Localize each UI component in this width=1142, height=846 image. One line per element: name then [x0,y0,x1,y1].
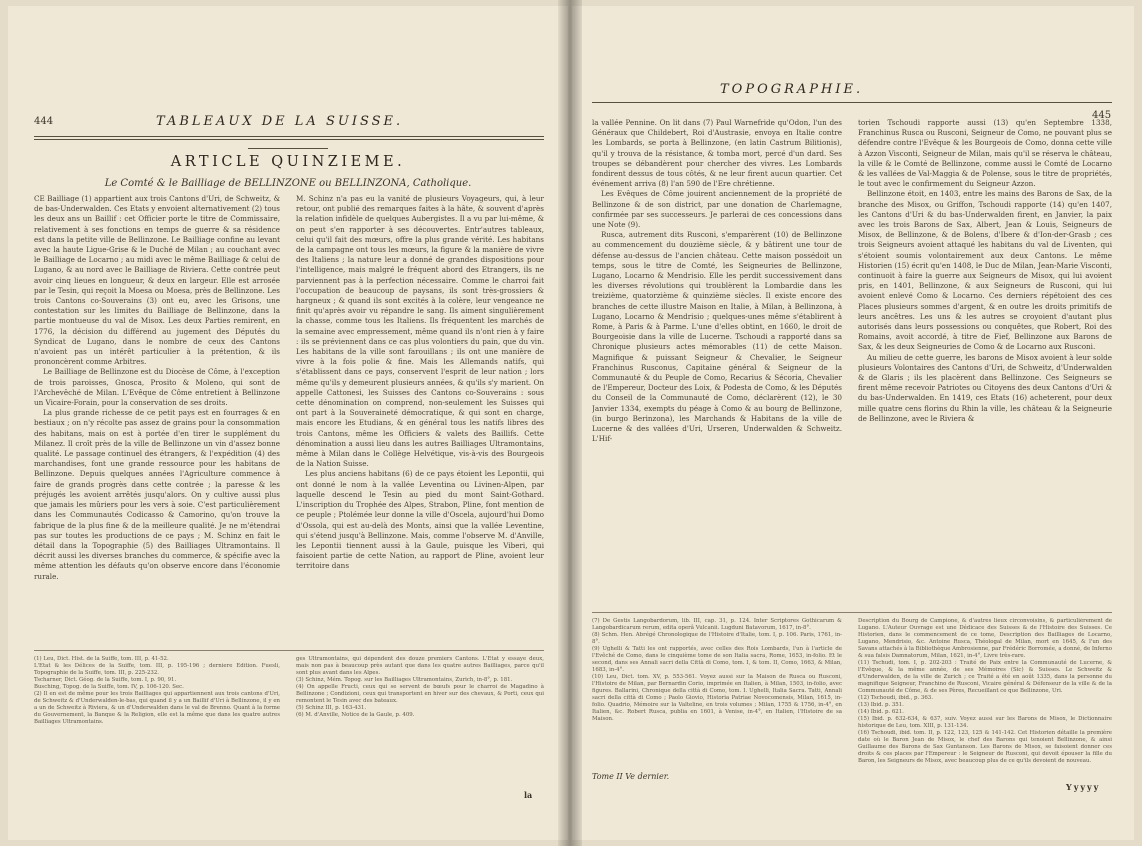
paragraph: M. Schinz n'a pas eu la vanité de plusieurs Voyageurs, qui, à leur retour, ont publié des remarques faites à la hâte, & souvent d'après la relation infidèle de quelques Aubergistes. Il a vu par lui-même, & on peut s'en rapporter à ses découvertes. Entr'autres tableaux, celui qu'il fait des mœurs, offre la plus grande vérité. Les habitans de la campagne ont tous les mœurs, la figure & la manière de vivre des Italiens ; la nature leur a donné de grandes dispositions pour l'intelligence, mais malgré le fréquent abord des Etrangers, ils ne parviennent pas à la perfection nécessaire. Comme le charroi fait l'occupation de beaucoup de paysans, ils sont très-grossiers & hargneux ; & quand ils sont excités à la colère, leur vengeance ne finit qu'après avoir vu répandre le sang. Ils aiment singulièrement la chasse, comme tous les Italiens. Ils fréquentent les marchés de la semaine avec empressement, même quand ils n'ont rien à y faire : ils se préviennent dans ce cas plus volontiers du pain, que du vin. Les habitans de la ville sont farouillans ; ils ont une manière de vivre à la fois polie & fine. Mais les Allemands natifs, qui s'établissent dans ce pays, conservent l'esprit de leur nation ; lors même qu'ils y demeurent plusieurs années, & qu'ils s'y marient. On appelle Cattonesi, les Suisses des Cantons co-Souverains : sous cette dénomination on comprend, non-seulement les Suisses qui ont part à la Souveraineté démocratique, & qui sont en charge, mais encore les Etudians, & en général tous les natifs libres des trois Cantons, même les Officiers & valets des Baillifs. Cette dénomination a aussi lieu dans les autres Bailliages Ultramontains, même à Milan dans le Collège Helvétique, vis-à-vis des Bourgeois de la Nation Suisse. [296,194,544,469]
paragraph: La plus grande richesse de ce petit pays est en fourrages & en bestiaux ; on n'y récolte pas assez de grains pour la consommation des habitans, mais on est à portée d'en tirer le supplément du Milanez. Il croît près de la ville de Bellinzone un vin d'assez bonne qualité. Le passage continuel des étrangers, & l'expédition (4) des marchandises, font une grande ressource pour les habitans de Bellinzone. Depuis quelques années l'Agriculture commence à faire de grands progrès dans cette contrée ; la paresse & les préjugés les avoient arrêtés jusqu'alors. On y cultive aussi plus que jamais les mûriers pour les vers à soie. C'est particulièrement dans les Communautés Codicasso & Camorino, qu'on trouve la fabrique de la plus fine & de la meilleure qualité. Je ne m'étendrai pas sur toutes les productions de ce pays ; M. Schinz en fait le détail dans la Topographie (5) des Bailliages Ultramontains. Il décrit aussi les diverses branches du commerce, & spécifie avec la même attention les défauts qu'on observe encore dans l'économie rurale. [34,408,280,581]
paragraph: Rusca, autrement dits Rusconi, s'emparèrent (10) de Bellinzone au commencement du douzième siècle, & y bâtirent une tour de défense au-dessus de l'ancien château. Cette maison possédoit un temps, sous le titre de Comté, les Seigneuries de Bellinzone, Lugano, Locarno & Mendrisio. Elle les perdit successivement dans les diverses révolutions qui troublèrent la Lombardie dans les treizième, quatorzième & quinzième siècles. Il existe encore des branches de cette illustre Maison en Italie, à Milan, à Bellinzona, à Lugano, Locarno & Mendrisio ; quelques-unes même s'établirent à Rome, à Paris & à Parme. L'une d'elles obtint, en 1660, le droit de Bourgeoisie dans la ville de Lucerne. Tschoudi a rapporté dans sa Chronique plusieurs actes mémorables (11) de cette Maison. Magnifique & puissant Seigneur & Chevalier, le Seigneur Franchinus Rusconus, Capitaine général & Seigneur de la Communauté & du Peuple de Como, Recarius & Sécoria, Chevalier de l'Empereur, Docteur des Loix, & Podesta de Como, & les Députés du Conseil de la Communauté de Como, déclarèrent (12), le 30 Janvier 1334, exempts du péage à Como & au bourg de Bellinzone, (in burgo Berinzona), les Marchands & Habitans de la ville de Lucerne & des vallées d'Uri, Urseren, Underwalden & Schweitz. L'Hif- [592,230,842,444]
footnote: (15) Ibid. p. 632-634, & 637, suiv. Voyez aussi sur les Barons de Misox, le Dictionnaire historique de Leu, tom. XIII, p. 131-134. [858,716,1112,729]
footnote: (1) Leu, Dict. Hist. de la Suiffe, tom. III, p. 41-52. [34,656,169,662]
catchword-right: Yyyyy [1066,782,1101,792]
footnote: (5) Schinz III, p. 163-431. [296,705,367,711]
footnote: Busching, Topog. de la Suiffe, tom. IV, p. 106-120. Sec. [34,684,184,690]
footnote: (8) Schm. Hen. Abrégé Chronologique de l'Histoire d'Italie, tom. I, p. 106. Paris, 1761, in-8°. [592,632,842,645]
page-number-left: 444 [34,116,54,127]
footnotes-left-col [592,618,842,766]
footnotes-right-col [296,656,544,784]
footnote: (6) M. d'Anville, Notice de la Gaule, p. 409. [296,712,415,718]
footnote: (3) Schinz, Mém. Topog. sur les Bailliages Ultramontains, Zurich, in-8°, p. 181. [296,677,513,683]
right-page [572,6,1134,840]
footnotes-left-col [34,656,280,784]
article-subtitle: Le Comté & le Bailliage de BELLINZONE ou BELLINZONA, Catholique. [104,178,472,189]
ornament-rule [248,148,328,149]
article-title: ARTICLE QUINZIEME. [170,154,406,170]
footnote: (13) Ibid. p. 351. [858,702,904,708]
paragraph: la vallée Pennine. On lit dans (7) Paul Warnefride qu'Odon, l'un des Généraux que Childebert, Roi d'Austrasie, envoya en Italie contre les Lombards, se porta à Bellinzone, (en latin Castrum Bilitionis), qu'il y trouva de la résistance, & tomba mort, percé d'un dard. Ses troupes se débandèrent pour chercher des vivres. Les Lombards fondirent dessus de tous côtés, & ne leur firent aucun quartier. Cet événement arriva (8) l'an 590 de l'Ere chrétienne. [592,118,842,189]
paragraph: Bellinzone étoit, en 1403, entre les mains des Barons de Sax, de la branche des Misox, ou Griffon, Tschoudi rapporte (14) qu'en 1407, les Cantons d'Uri & du bas-Underwalden firent, en Janvier, la paix avec les trois Barons de Sax, Albert, Jean & Louis, Seigneurs de Misox, de Bellinzone, & de Bolens, d'Ibere & d'Ion-der-Grasb ; ces trois Seigneurs avoient attaqué les habitans du val de Liventen, qui s'étoient soumis volontairement aux deux Cantons. Le même Historien (15) écrit qu'en 1408, le Duc de Milan, Jean-Marie Visconti, continuoit à faire la guerre aux Seigneurs de Misox, qui lui avoient pris, en 1401, Bellinzone, & aux Seigneurs de Rusconi, qui lui avoient enlevé Como & Locarno. Ces derniers répétoient des ces Places plusieurs sommes d'argent, & en outre les droits primitifs de leurs ancêtres. Les uns & les autres se croyoient d'autant plus autorisés dans leurs possessions ou conquêtes, que Robert, Roi des Romains, avoit accordé, à titre de Fief, Bellinzone aux Barons de Sax, & les deux Seigneuries de Como & de Locarno aux Rusconi. [858,189,1112,352]
footnote: Tscharner, Dict. Géog. de la Suiffe, tom. I, p. 90, 91. [34,677,177,683]
paragraph: Les plus anciens habitans (6) de ce pays étoient les Lepontii, qui ont donné le nom à la vallée Leventina ou Livinen-Alpen, par laquelle descend le Tesin au pied du mont Saint-Gothard. L'inscription du Trophée des Alpes, Strabon, Pline, font mention de ce peuple ; Ptolémée leur donne la ville d'Oscela, aujourd'hui Domo d'Ossola, qui est au-delà des Monts, ainsi que la vallée Leventine, qui s'étend jusqu'à Bellinzone. Mais, comme l'observe M. d'Anville, les Lepontii tiennent aussi à la Gaule, puisque les Viberi, qui faisoient partie de cette Nation, au rapport de Pline, avoient leur territoire dans [296,469,544,571]
catchword-left: la [524,790,533,800]
left-page-column-1 [34,194,280,644]
footnote: (9) Ughelli & Tatti les ont rapportés, avec celles des Rois Lombards, l'un à l'article de l'Evêché de Como, dans le cinquième tome de son Italia sacra, Rome, 1653, in-folio. Et le second, dans ses Annali sacri della Città di Como, tom. I, & tom. II, Como, 1663, & Milan, 1683, in-4°. [592,646,842,673]
footnote-rule [592,612,1112,613]
right-page-column-2 [858,118,1112,606]
footnote: ges Ultramontains, qui dépendent des douze premiers Cantons. L'Etat y essaye deux, mais non pas à beaucoup près autant que dans les quatre autres Bailliages, parce qu'il sont plus avant dans les Alpes. [296,656,544,676]
header-rule [592,102,1112,103]
header-rule-double [34,139,544,140]
footnote: (12) Tschoudi, ibid., p. 363. [858,695,933,701]
page-number-right: 445 [1092,110,1112,121]
header-rule [34,136,544,137]
left-page-column-2 [296,194,544,644]
book-gutter [558,0,582,846]
footnote-rule [34,650,544,651]
footnote: Description du Bourg de Campione, & d'autres lieux circonvoisins, & particulièrement de Lugano. L'Auteur Ouvrage est une Dédicace des Suisses & de l'Histoire des Suisses. Ce Historien, dans le commencement de ce tome, Description des Bailliages de Locarno, Lugano, Mendrisio, &c. Antoine Rusca, Théologal de Milan, mort en 1645, & l'un des Savans attachés à la Bibliothèque Ambrosienne, par Frédéric Borromée, a donné, de Inferno & sua falsis Damnatorum, Milan, 1621, in-4°, Livre très-rare. [858,618,1112,659]
footnote: (16) Tschoudi, ibid. tom. II, p. 122, 123, 125 & 141-142. Cet Historien détaille la première date où le Baron Jean de Misox, le chef des Barons qui tenoient Bellinzone, & ainsi Guillaume des Barons de Sax Guntanson. Les Barons de Misox, se faisoient donner ces droits & ces places par l'Empereur : le Seigneur de Rusconi, qui devoit épouser la fille du Baron, les Seigneurs de Misox, avec beaucoup plus de ce qu'ils devoient de nouveau. [858,730,1112,764]
footnote: (11) Tschudi, tom. I, p. 202-203 : Traité de Paix entre la Communauté de Lucerne, & l'Evêque, & la même année, de ses Mémoires (Sic) & Suisses. Le Schweitz & d'Underwalden, de la ville de Zurich ; ce Traité a été en août 1335, dans la personne du magnifique Seigneur, Franchino de Rusconi, Vicaire général & Défenseur de la ville & de la Communauté de Côme, & de ses Pères, Recueillant ce que Bellinzone, Uri. [858,660,1112,694]
footnote: (7) De Gestis Langobardorum, lib. III, cap. 31, p. 124. Inter Scriptores Gothicarum & Langobardicarum rerum, edita operâ Vulcanii. Lugduni Batavorum, 1617, in-8°. [592,618,842,631]
footnote: (10) Leu, Dict. tom. XV, p. 553-561. Voyez aussi sur la Maison de Rusca ou Rusconi, l'Histoire de Milan, par Bernardin Corio, imprimée en Italien, à Milan, 1503, in-folio, avec figures. Ballarini, Chronique della città di Como, tom. I. Ughelli, Italia Sacra. Tatti, Annali sacri della città di Como ; Paolo Giovio, Historia Patriae Novocomensis, Milan, 1615, in-folio. Quadrio, Mémoire sur la Valteline, en trois volumes ; Milan, 1755 & 1756, in-4°, en Italien, &c. Robert Rusca, publia en 1601, à Venise, in-4°, en Italien, l'Histoire de sa Maison. [592,674,842,722]
running-head-right: TOPOGRAPHIE. [720,82,864,97]
paragraph: CE Bailliage (1) appartient aux trois Cantons d'Uri, de Schweitz, & de bas-Underwalden. Ces Etats y envoient alternativement (2) tous les deux ans un Baillif : cet Officier porte le titre de Commissaire, relativement à ses fonctions en temps de guerre & sa résidence est dans la petite ville de Bellinzone. Le Bailliage confine au levant avec la haute Ligue-Grise & le Duché de Milan ; au couchant avec le Bailliage de Locarno ; au midi avec le même Bailliage & celui de Lugano, & au nord avec le Bailliage de Riviera. Cette contrée peut avoir cinq lieues en longueur, & deux en largeur. Elle est arrosée par le Tesin, qui reçoit la Moesa ou Moesa, près de Bellinzone. Les trois Cantons co-Souverains (3) ont eu, avec les Grisons, une contestation sur les limites du Bailliage de Bellinzone, dans la partie montueuse du val de Misox. Les deux Parties remirent, en 1776, la décision du différend au jugement des Députés du Syndicat de Lugano, dans le nombre de ceux des Cantons n'avoient pas un intérêt particulier à la prétention, & ils prononcèrent comme Arbitres. [34,194,280,367]
right-page-column-1 [592,118,842,606]
running-head-left: TABLEAUX DE LA SUISSE. [156,114,404,129]
footnote: (4) On appelle Fructi, ceux qui se servent de bœufs pour le charroi de Magadino à Bellinzone ; Condizioni, ceux qui transportent en hiver sur des chevaux, & Porti, ceux qui remontent le Tesin avec des bateaux. [296,684,544,704]
paragraph: Les Evêques de Côme jouirent anciennement de la propriété de Bellinzone & de son district, par une donation de Charlemagne, confirmée par ses successeurs. Je parlerai de ces concessions dans une Note (9). [592,189,842,230]
footnotes-right-col [858,618,1112,776]
footnote: (14) Ibid. p. 621. [858,709,904,715]
paragraph: torien Tschoudi rapporte aussi (13) qu'en Septembre 1338, Franchinus Rusca ou Rusconi, Seigneur de Como, ne pouvant plus se défendre contre l'Evêque & les Bourgeois de Como, donna cette ville à Azzon Visconti, Seigneur de Milan, mais qu'il se réserva le château, la ville & le Comté de Bellinzone, comme aussi le Comté de Locarno & les vallées de Val-Maggia & de Polense, sous le titre de propriétés, le tout avec le confirmement du Seigneur Azzon. [858,118,1112,189]
left-page [8,6,568,840]
signature-line: Tome II Ve dernier. [592,772,670,781]
footnote: L'Etat & les Délices de la Suiffe, tom. III, p. 195-196 ; derniere Edition. Fuesli, Topographie de la Suiffe, tom. III, p. 225-232. [34,663,280,676]
footnote: (2) Il en est de même pour les trois Bailliages qui appartiennent aux trois cantons d'Uri, de Schweitz & d'Underwalden-le-bas, qui quand il y a un Baillif d'Uri à Bellinzone, il y en a un de Schweitz à Riviera, & un d'Underwalden dans le val de Brenno. Quant à la forme du Gouvernement, la Banque & la Religion, elle est la même que dans les quatre autres Bailliages Ultramontains. [34,691,280,725]
paragraph: Le Bailliage de Bellinzone est du Diocèse de Côme, à l'exception de trois paroisses, Gnosca, Prosito & Moleno, qui sont de l'Archevêché de Milan. L'Evêque de Côme entretient à Bellinzone un Vicaire-Forain, pour la conservation de ses droits. [34,367,280,408]
paragraph: Au milieu de cette guerre, les barons de Misox avoient à leur solde plusieurs Volontaires des Cantons d'Uri, de Schweitz, d'Underwalden & de Glaris ; ils les placèrent dans Bellinzone. Ces Seigneurs se firent même recevoir Patriotes ou Citoyens des deux Cantons d'Uri & du bas-Underwalden. En 1419, ces Etats (16) acheterent, pour deux mille quatre cens florins du Rhin la ville, les château & la Seigneurie de Bellinzone, avec le Riviera & [858,352,1112,423]
